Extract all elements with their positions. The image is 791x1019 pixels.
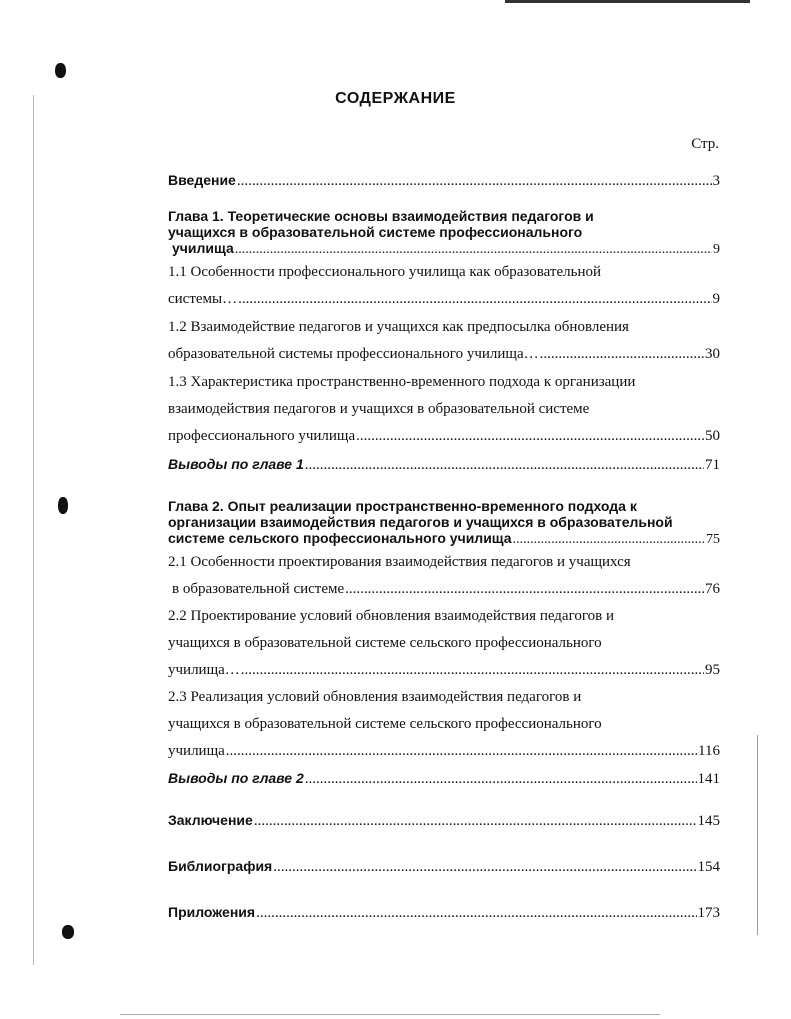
toc-entry-conclusions-1	[168, 456, 720, 473]
toc-page: 9	[713, 242, 720, 257]
toc-line: организации взаимодействия педагогов и учащихся в образовательной	[168, 514, 673, 530]
toc-entry-section-1-2	[168, 319, 720, 362]
toc-entry-intro	[168, 172, 720, 189]
toc-label: Введение	[168, 172, 236, 188]
punch-hole-mark-top	[55, 63, 66, 78]
toc-entry-appendices	[168, 904, 720, 921]
toc-entry-chapter-2	[168, 498, 720, 548]
leader-dots	[305, 457, 704, 473]
leader-dots	[237, 173, 712, 189]
toc-entry-section-1-3	[168, 374, 720, 444]
toc-page: 76	[705, 581, 720, 597]
toc-line: учащихся в образовательной системе сельского профессионального	[168, 635, 602, 651]
toc-line: взаимодействия педагогов и учащихся в образовательной системе	[168, 401, 590, 417]
page-column-label: Стр.	[691, 136, 719, 152]
punch-hole-mark-middle	[58, 497, 68, 514]
toc-line: училища…	[168, 662, 240, 678]
toc-entry-chapter-1	[168, 208, 720, 258]
toc-page: 116	[698, 743, 720, 759]
toc-entry-section-2-3	[168, 689, 720, 759]
toc-label: Библиография	[168, 858, 273, 874]
leader-dots	[241, 662, 704, 678]
toc-entry-section-2-1	[168, 554, 720, 597]
toc-page: 75	[706, 532, 720, 547]
toc-label: Выводы по главе 1	[168, 456, 304, 472]
toc-line: 2.2 Проектирование условий обновления взаимодействия педагогов и	[168, 608, 615, 624]
toc-line: учащихся в образовательной системе профессионального	[168, 224, 583, 240]
toc-label: Выводы по главе 2	[168, 770, 304, 786]
toc-line: 2.1 Особенности проектирования взаимодействия педагогов и учащихся	[168, 554, 631, 570]
leader-dots	[226, 743, 697, 759]
toc-line: Глава 1. Теоретические основы взаимодействия педагогов и	[168, 208, 594, 224]
toc-line: образовательной системы профессионального училища…	[168, 346, 539, 362]
toc-page: 3	[712, 173, 720, 189]
toc-page: 173	[697, 905, 720, 921]
toc-page: 145	[697, 813, 720, 829]
toc-page: 71	[705, 457, 720, 473]
toc-line: училища	[172, 240, 234, 256]
toc-line: системе сельского профессионального училища	[168, 530, 512, 546]
toc-entry-section-2-2	[168, 608, 720, 678]
toc-page: 30	[705, 346, 720, 362]
leader-dots	[254, 813, 697, 829]
toc-line: 1.2 Взаимодействие педагогов и учащихся как предпосылка обновления	[168, 319, 629, 335]
toc-line: 1.1 Особенности профессионального училища как образовательной	[168, 264, 601, 280]
toc-page: 9	[712, 291, 720, 307]
toc-page: 154	[697, 859, 720, 875]
toc-entry-conclusion	[168, 812, 720, 829]
toc-line: системы…	[168, 291, 238, 307]
toc-line: училища	[168, 743, 225, 759]
bottom-edge-line	[120, 1014, 660, 1015]
punch-hole-mark-bottom	[62, 925, 74, 939]
toc-line: 1.3 Характеристика пространственно-временного подхода к организации	[168, 374, 636, 390]
leader-dots	[273, 859, 696, 875]
left-margin-line	[33, 95, 34, 965]
leader-dots	[305, 771, 697, 787]
toc-page: 141	[697, 771, 720, 787]
leader-dots	[235, 242, 712, 258]
toc-label: Заключение	[168, 812, 253, 828]
leader-dots	[513, 532, 705, 548]
toc-entry-conclusions-2	[168, 770, 720, 787]
toc-line: профессионального училища	[168, 428, 356, 444]
leader-dots	[345, 581, 704, 597]
toc-entry-bibliography	[168, 858, 720, 875]
leader-dots	[238, 291, 711, 307]
toc-line: в образовательной системе	[172, 581, 345, 597]
toc-line: 2.3 Реализация условий обновления взаимодействия педагогов и	[168, 689, 582, 705]
right-margin-line	[757, 735, 758, 935]
toc-label: Приложения	[168, 904, 256, 920]
toc-page: 50	[705, 428, 720, 444]
toc-entry-section-1-1	[168, 264, 720, 307]
leader-dots	[356, 428, 704, 444]
leader-dots	[540, 346, 704, 362]
toc-line: Глава 2. Опыт реализации пространственно-временного подхода к	[168, 498, 637, 514]
top-edge-line	[505, 0, 750, 3]
toc-line: учащихся в образовательной системе сельского профессионального	[168, 716, 602, 732]
leader-dots	[256, 905, 696, 921]
toc-page: 95	[705, 662, 720, 678]
page-title: СОДЕРЖАНИЕ	[335, 90, 456, 107]
